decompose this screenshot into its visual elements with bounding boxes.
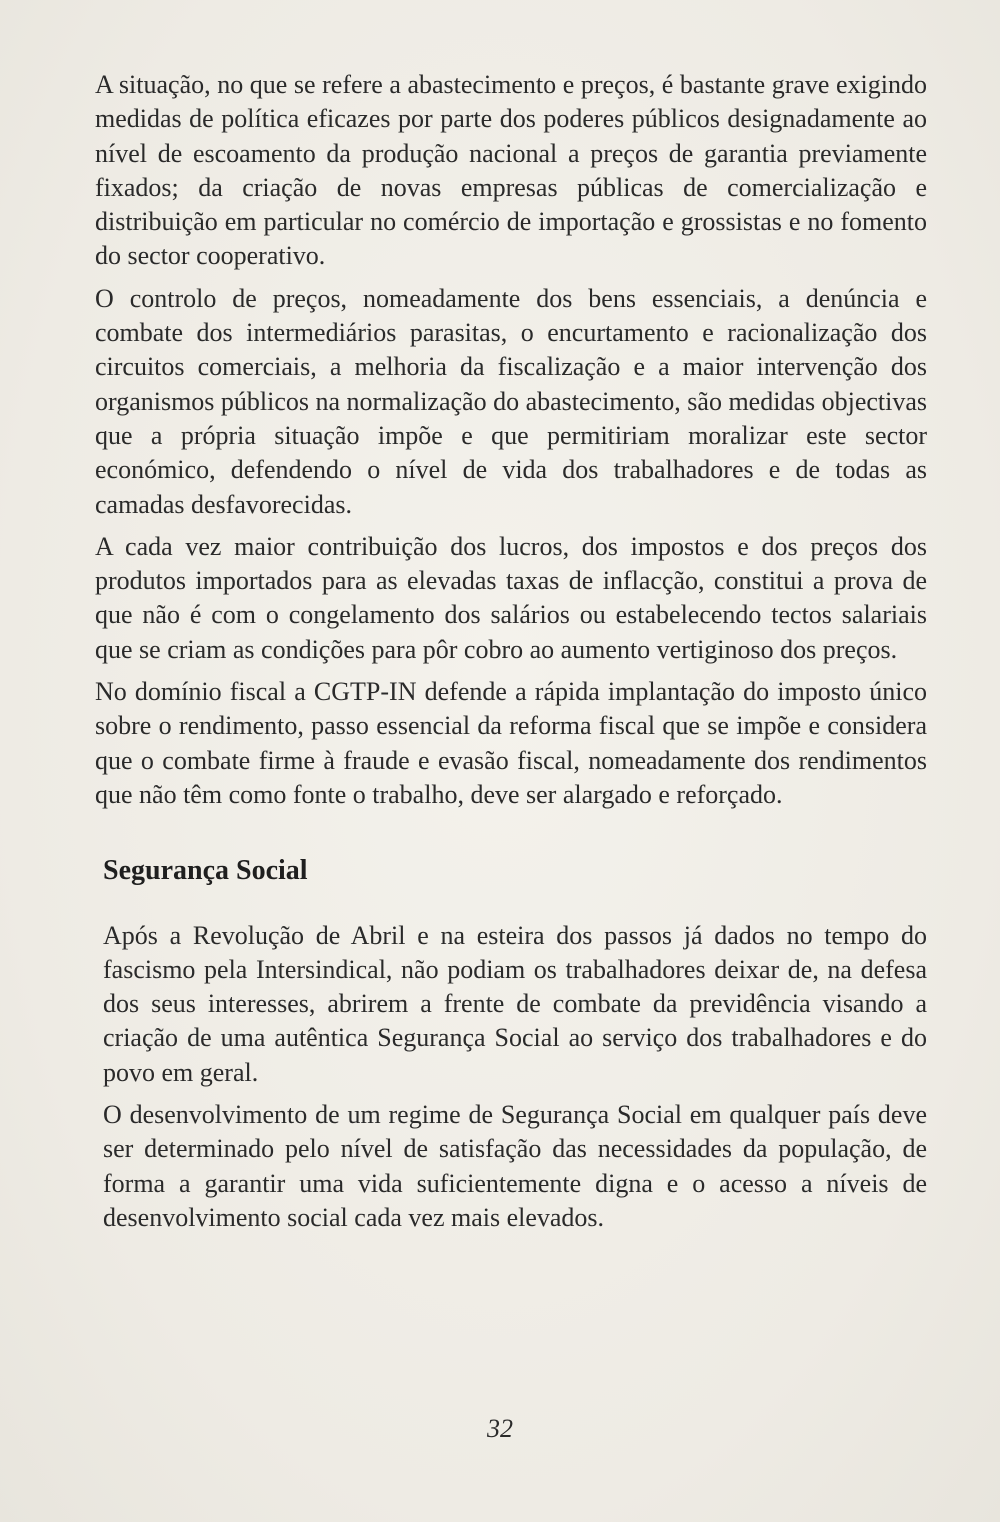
paragraph-inflaccao: A cada vez maior contribuição dos lucros, dos impostos e dos preços dos produtos importados para as elevadas taxas de inflacção, constitui a prova de que não é com o congelamento dos salários ou estabelecendo tectos salariais que se criam as condições para pôr cobro ao aumento vertiginoso dos preços. bbox=[95, 531, 927, 664]
paragraph-revolucao-abril: Após a Revolução de Abril e na esteira dos passos já dados no tempo do fascismo pela Intersindical, não podiam os trabalhadores deixar de, na defesa dos seus interesses, abrirem a frente de combate da previdência visando a criação de uma autêntica Segurança Social ao serviço dos trabalhadores e do povo em geral. bbox=[103, 920, 927, 1087]
paragraph-regime-seguranca-social: O desenvolvimento de um regime de Segurança Social em qualquer país deve ser determinado pelo nível de satisfação das necessidades da população, de forma a garantir uma vida suficientemente digna e o acesso a níveis de desenvolvimento social cada vez mais elevados. bbox=[103, 1100, 927, 1232]
paragraph-abastecimento: A situação, no que se refere a abastecimento e preços, é bastante grave exigindo medidas de política eficazes por parte dos poderes públicos designadamente ao nível de escoamento da produção nacional a preços de garantia previamente fixados; da criação de novas empresas públicas de comercialização e distribuição em particular no comércio de importação e grossistas e no fomento do sector cooperativo. bbox=[95, 70, 927, 271]
page-number: 32 bbox=[487, 1414, 513, 1443]
paragraph-dominio-fiscal: No domínio fiscal a CGTP-IN defende a rápida implantação do imposto único sobre o rendimento, passo essencial da reforma fiscal que se impõe e considera que o combate firme à fraude e evasão fiscal, nomeadamente dos rendimentos que não têm como fonte o trabalho, deve ser alargado e reforçado. bbox=[95, 677, 927, 809]
page-body bbox=[95, 68, 927, 1243]
section-heading: Segurança Social bbox=[103, 855, 308, 887]
paragraph-controlo-precos: O controlo de preços, nomeadamente dos bens essenciais, a denúncia e combate dos intermediários parasitas, o encurtamento e racionalização dos circuitos comerciais, a melhoria da fiscalização e a maior intervenção dos organismos públicos na normalização do abastecimento, são medidas objectivas que a própria situação impõe e que permitiriam moralizar este sector económico, defendendo o nível de vida dos trabalhadores e de todas as camadas desfavorecidas. bbox=[95, 283, 928, 519]
section-body bbox=[95, 919, 927, 1236]
